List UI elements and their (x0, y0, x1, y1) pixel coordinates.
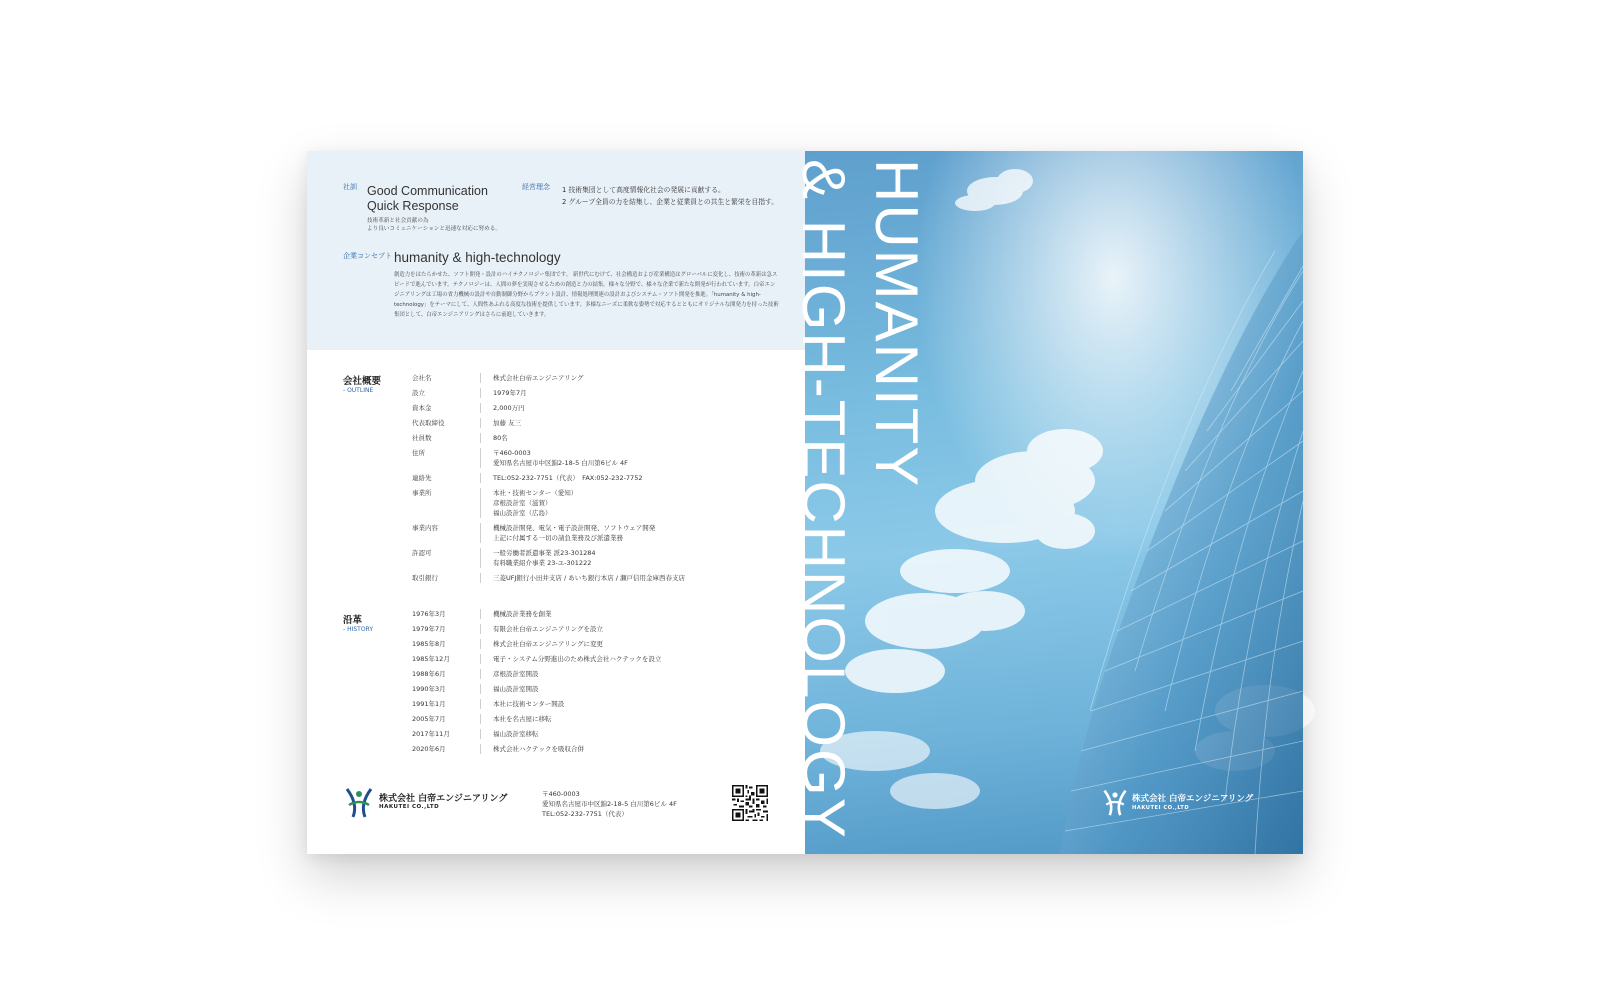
row-value: 〒460-0003 愛知県名古屋市中区錦2-18-5 白川第6ビル 4F (480, 448, 792, 468)
row-value: TEL:052-232-7751（代表） FAX:052-232-7752 (480, 473, 792, 483)
row-value: 株式会社ハクテックを吸収合併 (480, 744, 792, 754)
motto-sub-line1: 技術革新と社会貢献の為 (367, 218, 429, 224)
row-key: 事業内容 (412, 524, 438, 532)
concept-label: 企業コンセプト (343, 252, 392, 260)
row-key: 1991年1月 (412, 700, 446, 708)
motto-line2: Quick Response (367, 199, 459, 213)
row-key: 事業所 (412, 489, 432, 497)
table-row (412, 418, 792, 428)
row-value: 本社・技術センター（愛知） 彦根設計室（滋賀） 福山設計室（広島） (480, 488, 792, 518)
footer-company-name: 株式会社 白帝エンジニアリング (379, 794, 508, 804)
row-value: 福山設計室開設 (480, 684, 792, 694)
table-row (412, 373, 792, 383)
row-key: 2020年6月 (412, 745, 446, 753)
row-value: 80名 (480, 433, 792, 443)
row-value: 電子・システム分野進出のため株式会社ハクテックを設立 (480, 654, 792, 664)
row-value: 本社を名古屋に移転 (480, 714, 792, 724)
brochure-cover-page (790, 151, 1303, 854)
hakutei-logo-icon (343, 785, 375, 819)
brochure-left-page (307, 151, 805, 854)
row-key: 2005年7月 (412, 715, 446, 723)
outline-subtitle: - OUTLINE (343, 387, 374, 394)
outline-table (412, 373, 792, 588)
row-key: 設立 (412, 389, 425, 397)
hakutei-logo-icon (1101, 787, 1129, 817)
footer-address-line3: TEL:052-232-7751（代表） (542, 810, 628, 818)
cover-company-name: 株式会社 白帝エンジニアリング (1132, 794, 1254, 804)
table-row (412, 488, 792, 518)
row-value: 彦根設計室開設 (480, 669, 792, 679)
row-value: 機械設計業務を創業 (480, 609, 792, 619)
table-row (412, 448, 792, 468)
motto (367, 184, 488, 214)
footer-company-en: HAKUTEI CO.,LTD (379, 804, 440, 810)
cover-company-en: HAKUTEI CO.,LTD (1132, 805, 1190, 811)
rinen-item-2: 2 グループ全員の力を結集し、企業と従業員との共生と繁栄を目指す。 (562, 198, 779, 206)
rinen-label: 経営理念 (522, 183, 550, 191)
shakun-label: 社訓 (343, 183, 357, 191)
footer-address-line1: 〒460-0003 (542, 790, 580, 798)
footer-address-line2: 愛知県名古屋市中区錦2-18-5 白川第6ビル 4F (542, 800, 677, 808)
row-key: 住所 (412, 449, 425, 457)
cover-headline-1: HUMANITY (863, 159, 930, 489)
table-row (412, 433, 792, 443)
row-key: 社員数 (412, 434, 432, 442)
row-value: 一般労働者派遣事業 派23-301284 有料職業紹介事業 23-ユ-301222 (480, 548, 792, 568)
row-key: 1985年8月 (412, 640, 446, 648)
motto-line1: Good Communication (367, 184, 488, 198)
row-key: 会社名 (412, 374, 432, 382)
table-row (412, 639, 792, 649)
row-key: 2017年11月 (412, 730, 450, 738)
row-key: 1985年12月 (412, 655, 450, 663)
concept-title: humanity & high-technology (394, 250, 561, 265)
row-key: 1990年3月 (412, 685, 446, 693)
motto-sub-line2: より良いコミュニケーションと迅速な対応に努める。 (367, 226, 501, 232)
table-row (412, 669, 792, 679)
table-row (412, 729, 792, 739)
table-row (412, 609, 792, 619)
row-key: 取引銀行 (412, 574, 438, 582)
row-value: 三菱UFJ銀行小田井支店 / あいち銀行本店 / 瀬戸信用金庫西春支店 (480, 573, 792, 583)
table-row (412, 714, 792, 724)
table-row (412, 684, 792, 694)
outline-title: 会社概要 (343, 376, 382, 387)
row-value: 株式会社白帝エンジニアリングに変更 (480, 639, 792, 649)
row-key: 資本金 (412, 404, 432, 412)
row-key: 連絡先 (412, 474, 432, 482)
row-key: 1979年7月 (412, 625, 446, 633)
table-row (412, 548, 792, 568)
table-row (412, 388, 792, 398)
history-table (412, 609, 792, 759)
row-value: 株式会社白帝エンジニアリング (480, 373, 792, 383)
row-value: 加藤 友三 (480, 418, 792, 428)
history-subtitle: - HISTORY (343, 626, 373, 633)
rinen-list (562, 184, 778, 208)
row-value: 有限会社白帝エンジニアリングを設立 (480, 624, 792, 634)
row-value: 機械設計開発、電気・電子設計開発、ソフトウェア開発 上記に付属する一切の請負業務及び派遣業務 (480, 523, 792, 543)
cover-headline-2: & HIGH-TECHNOLOGY (790, 159, 857, 840)
table-row (412, 744, 792, 754)
row-key: 代表取締役 (412, 419, 445, 427)
table-row (412, 573, 792, 583)
row-value: 本社に技術センター開設 (480, 699, 792, 709)
table-row (412, 654, 792, 664)
table-row (412, 624, 792, 634)
motto-sub (367, 217, 501, 233)
row-key: 1988年6月 (412, 670, 446, 678)
row-key: 許認可 (412, 549, 432, 557)
table-row (412, 699, 792, 709)
row-key: 1976年3月 (412, 610, 446, 618)
table-row (412, 403, 792, 413)
brochure-spread (307, 151, 1303, 854)
row-value: 1979年7月 (480, 388, 792, 398)
table-row (412, 523, 792, 543)
qr-code-icon[interactable] (732, 785, 768, 821)
rinen-item-1: 1 技術集団として高度情報化社会の発展に貢献する。 (562, 186, 725, 194)
history-title: 沿革 (343, 615, 363, 626)
footer-address (542, 789, 677, 819)
row-value: 福山設計室移転 (480, 729, 792, 739)
row-value: 2,000万円 (480, 403, 792, 413)
concept-body: 創造力をはたらかせた、ソフト開発・設計のハイテクノロジー集団です。 新世代にむけて、社会構造および産業構造はグローバルに変化し、技術の革新は急スピードで進んでいます。テクノロジーは、人間の夢を実現させるための創造と力の結集。様々な分野で、様々な企業で新たな開発が行われています。白帝エンジニアリングは工場の省力機械の設計や自動制御分野からプラント設計、情報処理関連の設計およびシステム・ソフト開発を推進。「humanity & high-technology」をテーマにして、人間性あふれる高度な技術を提供しています。多様なニーズに柔軟な姿勢で対応するとともにオリジナルな開発力を持った技術集団として、白帝エンジニアリングはさらに前進していきます。 (394, 272, 779, 318)
table-row (412, 473, 792, 483)
